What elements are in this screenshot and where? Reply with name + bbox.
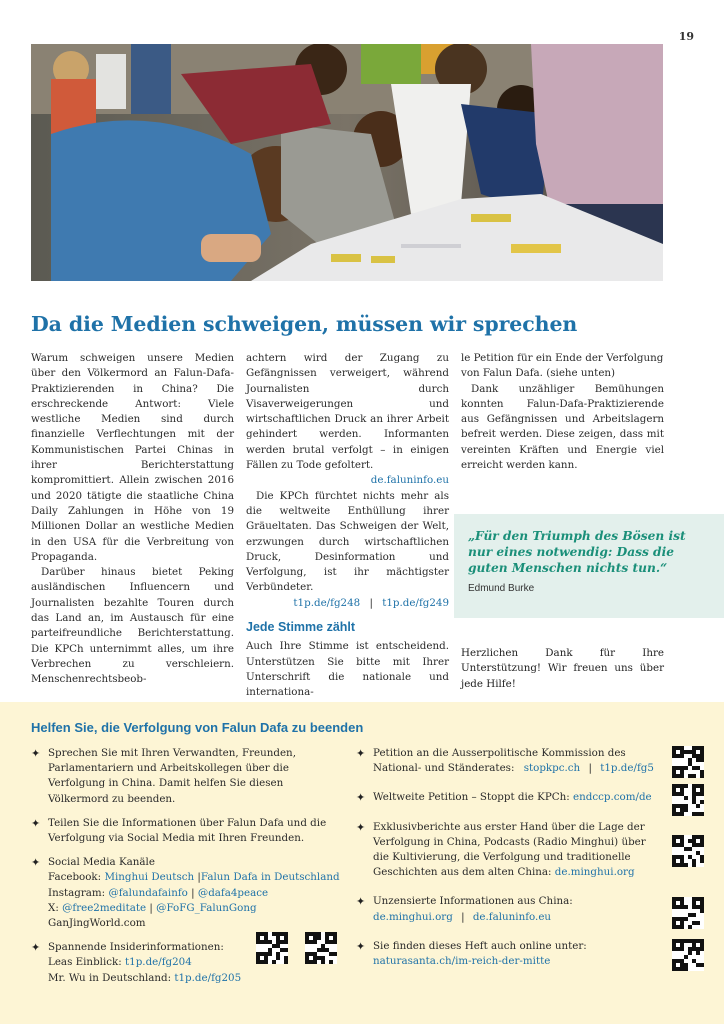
bullet-star-icon: ✦ — [356, 939, 366, 953]
link-fg204[interactable]: t1p.de/fg204 — [125, 956, 192, 969]
link-stopkpc[interactable]: stopkpc.ch — [523, 762, 581, 775]
link-naturasanta[interactable]: naturasanta.ch/im-reich-der-mitte — [373, 955, 551, 968]
help-item-share-text: Teilen Sie die Informationen über Falun Dafa und die Verfolgung via Social Media mit Ihren Freunden. — [48, 816, 327, 845]
qr-code-fg205[interactable] — [305, 932, 337, 964]
pipe: | — [191, 886, 195, 899]
help-item-online — [356, 939, 666, 969]
help-item-uncensored — [356, 894, 666, 924]
online-text: Sie finden dieses Heft auch online unter: — [373, 939, 587, 952]
help-item-petition-world — [356, 790, 666, 805]
link-faluninfo[interactable]: de.faluninfo.eu — [370, 474, 449, 487]
link-de-minghui-2[interactable]: de.minghui.org — [373, 910, 453, 923]
link-endccp[interactable]: endccp.com/de — [573, 791, 652, 804]
social-facebook — [48, 870, 341, 885]
bullet-star-icon: ✦ — [356, 895, 366, 909]
bullet-star-icon: ✦ — [31, 747, 41, 760]
col2-paragraph-1 — [246, 351, 449, 487]
help-item-social — [31, 855, 341, 931]
help-item-share — [31, 816, 341, 846]
help-panel — [0, 702, 724, 1024]
qr-code-faluninfo[interactable] — [672, 897, 704, 929]
reports-text: Exklusivberichte aus erster Hand über die Lage der Verfolgung in China, Podcasts (Radio Minghui) über die Kultivierung, die Verfolgung und traditionelle Geschichten aus dem alten China: — [373, 820, 646, 879]
qr-code-naturasanta[interactable] — [672, 939, 704, 971]
qr-code-endccp[interactable] — [672, 784, 704, 816]
link-de-minghui[interactable]: de.minghui.org — [554, 866, 635, 879]
article-headline: Da die Medien schweigen, müssen wir sprechen — [31, 312, 578, 336]
quote-text: „Für den Triumph des Bösen ist nur eines notwendig: Dass die guten Menschen nichts tun.“ — [468, 529, 686, 575]
link-separator: | — [369, 596, 373, 609]
bullet-star-icon: ✦ — [31, 816, 41, 830]
help-item-petition-ch — [356, 746, 661, 776]
link-fg5[interactable]: t1p.de/fg5 — [600, 762, 654, 775]
facebook-label: Facebook: — [48, 871, 102, 884]
help-item-insider — [31, 940, 341, 986]
social-x — [48, 901, 341, 916]
col2-links — [246, 596, 449, 611]
page-number: 19 — [678, 30, 694, 43]
subhead-jede-stimme: Jede Stimme zählt — [246, 620, 356, 635]
qr-code-stopkpc[interactable] — [672, 746, 704, 778]
petition-signing-photo — [31, 44, 663, 281]
pipe: | — [197, 871, 201, 884]
wu-label: Mr. Wu in Deutschland: — [48, 971, 172, 984]
help-list-left — [31, 746, 341, 986]
qr-code-minghui[interactable] — [672, 835, 704, 867]
col2-paragraph-3: Auch Ihre Stimme ist entscheidend. Unterstützen Sie bitte mit Ihrer Unterschrift die nationale und internationa- — [246, 640, 449, 699]
pipe: | — [149, 901, 153, 914]
col2-paragraph-2: Die KPCh fürchtet nichts mehr als die weltweite Enthüllung ihrer Gräueltaten. Das Schweigen der Welt, erzwungen durch wirtschaftlichen Druck, Desinformation und Verfolgung, ist ihr mächtigster Verbündeter. — [246, 489, 449, 594]
col3-paragraph-1: le Petition für ein Ende der Verfolgung von Falun Dafa. (siehe unten) — [461, 352, 664, 380]
link-dafa4peace[interactable]: @dafa4peace — [197, 886, 269, 899]
bullet-star-icon: ✦ — [31, 941, 41, 955]
petition-world-text: Weltweite Petition – Stoppt die KPCh: — [373, 791, 570, 804]
bullet-star-icon: ✦ — [356, 820, 366, 834]
link-fofg-falungong[interactable]: @FoFG_FalunGong — [156, 901, 257, 914]
quote-box — [454, 514, 724, 618]
link-de-faluninfo[interactable]: de.faluninfo.eu — [472, 910, 552, 923]
instagram-label: Instagram: — [48, 886, 106, 899]
insider-wu — [48, 971, 341, 986]
petition-ch-text: Petition an die Ausserpolitische Kommission des National- und Ständerates: — [373, 747, 626, 775]
link-fg248[interactable]: t1p.de/fg248 — [293, 596, 361, 609]
help-item-reports — [356, 820, 661, 881]
uncensored-text: Unzensierte Informationen aus China: — [373, 895, 573, 908]
quote-author: Edmund Burke — [468, 583, 535, 594]
col1-paragraph-2: Darüber hinaus bietet Peking ausländischen Influencern und Journalisten bezahlte Touren durch das Land an, im Austausch für eine parteifreundliche Berichterstattung. Die KPCh unternimmt alles, um ihre Verbrechen zu verschleiern. Menschenrechtsbeob- — [31, 566, 234, 686]
article-column-2 — [246, 351, 449, 701]
col2-paragraph-1-text: achtern wird der Zugang zu Gefängnissen verweigert, während Journalisten durch Visaverweigerungen und wirtschaftlichen Druck an ihrer Arbeit gehindert werden. Informanten werden brutal verfolgt – in einigen Fällen zu Tode gefoltert. — [246, 352, 449, 472]
pipe: | — [588, 762, 592, 775]
bullet-star-icon: ✦ — [356, 791, 366, 805]
link-falundafainfo[interactable]: @falundafainfo — [108, 886, 188, 899]
link-free2meditate[interactable]: @free2meditate — [62, 901, 147, 914]
x-label: X: — [48, 901, 59, 914]
help-item-talk — [31, 746, 341, 807]
bullet-star-icon: ✦ — [31, 856, 41, 870]
thanks-text: Herzlichen Dank für Ihre Unterstützung! Wir freuen uns über jede Hilfe! — [461, 647, 664, 690]
bullet-star-icon: ✦ — [356, 747, 366, 760]
article-column-1 — [31, 351, 234, 688]
help-list-right — [356, 746, 666, 969]
insider-title: Spannende Insiderinformationen: — [48, 941, 224, 954]
col3-paragraph-2: Dank unzähliger Bemühungen konnten Falun-Dafa-Praktizierende aus Gefängnissen und Arbeitslagern befreit werden. Diese zeigen, dass mit vereinten Kräften und Energie viel erreicht werden kann. — [461, 382, 664, 472]
col1-paragraph-1: Warum schweigen unsere Medien über den Völkermord an Falun-Dafa-Praktizierenden in China? Die erschreckende Antwort: Viele westliche Medien sind durch finanzielle Verflechtungen mit der Kommunistischen Partei Chinas in ihrer Berichterstattung kompromittiert. Allein zwischen 2016 und 2020 tätigte die staatliche China Daily Zahlungen in Höhe von 19 Millionen Dollar an westliche Medien in den USA für die Verbreitung von Propaganda. — [31, 352, 234, 563]
qr-code-fg204[interactable] — [256, 932, 288, 964]
insider-leas — [48, 955, 341, 970]
help-title: Helfen Sie, die Verfolgung von Falun Dafa zu beenden — [31, 720, 364, 735]
link-fg205[interactable]: t1p.de/fg205 — [174, 971, 242, 984]
help-item-talk-text: Sprechen Sie mit Ihren Verwandten, Freunden, Parlamentariern und Arbeitskollegen über die Verfolgung in China. Damit helfen Sie diesen Völkermord zu beenden. — [48, 747, 296, 805]
leas-label: Leas Einblick: — [48, 956, 122, 969]
social-title: Social Media Kanäle — [48, 856, 155, 869]
social-ganjing: GanJingWorld.com — [48, 917, 146, 930]
link-falun-dafa-deutschland[interactable]: Falun Dafa in Deutschland — [200, 871, 340, 884]
pipe: | — [461, 910, 465, 923]
article-column-3 — [461, 351, 664, 473]
link-minghui-deutsch[interactable]: Minghui Deutsch — [104, 871, 195, 884]
social-instagram — [48, 886, 341, 901]
link-fg249[interactable]: t1p.de/fg249 — [382, 596, 449, 609]
